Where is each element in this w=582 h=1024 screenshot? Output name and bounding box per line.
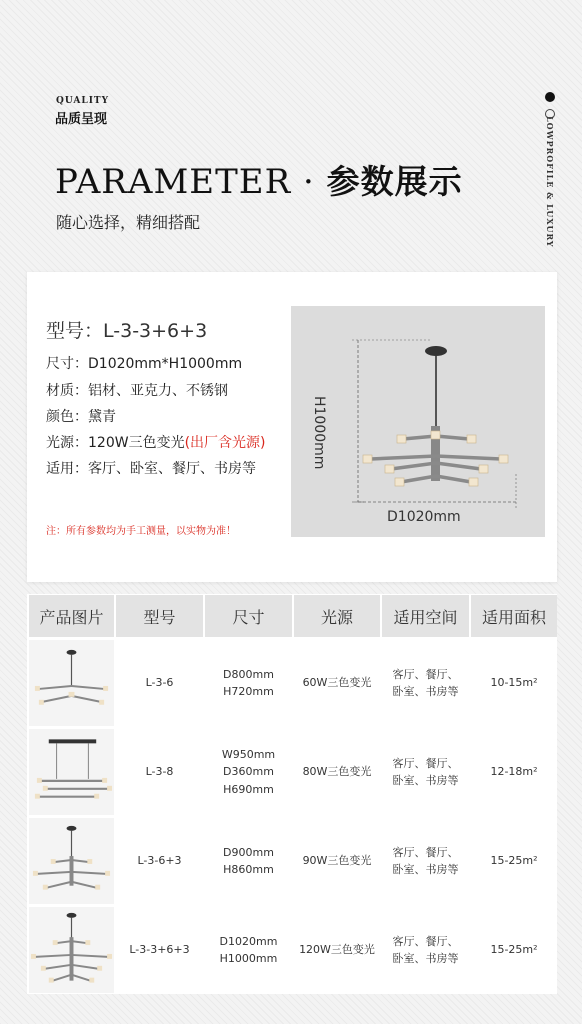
- chandelier-3-tier-icon: [29, 818, 114, 904]
- table-row-area: 15-25m²: [471, 818, 557, 904]
- table-row-size: [205, 907, 292, 993]
- table-row-image: [29, 818, 114, 904]
- page-title: [55, 156, 463, 203]
- header-section: [0, 0, 582, 262]
- size-line: W950mm: [221, 748, 276, 762]
- chandelier-2-tier-icon: [29, 640, 114, 726]
- spec-model: 型号：L-3-3+6+3: [46, 320, 208, 342]
- dimension-width-label: D1020mm: [387, 509, 461, 525]
- spec-label: 适用：: [46, 461, 88, 477]
- table-row-area: 10-15m²: [471, 640, 557, 726]
- spec-row-material: [46, 380, 228, 400]
- measurement-note: 注：所有参数均为手工测量，以实物为准！: [46, 526, 236, 537]
- table-row-space: [382, 729, 469, 815]
- space-line: 客厅、餐厅、: [392, 756, 459, 770]
- table-row-area: 15-25m²: [471, 907, 557, 993]
- spec-value: 黛青: [88, 409, 116, 425]
- table-row-image: [29, 640, 114, 726]
- size-line: H860mm: [223, 863, 274, 876]
- spec-label: 尺寸：: [46, 356, 88, 372]
- table-row-image: [29, 729, 114, 815]
- size-line: D1020mm: [219, 934, 278, 948]
- chandelier-dimension-icon: [291, 306, 545, 537]
- table-row-space: [382, 640, 469, 726]
- table-row-light: 60W三色变光: [294, 640, 380, 726]
- size-line: H720mm: [223, 685, 274, 698]
- spec-light-note: (出厂含光源): [184, 435, 266, 451]
- table-header-size: 尺寸: [205, 595, 292, 637]
- product-dimension-image: [291, 306, 545, 537]
- side-slogan: [536, 116, 564, 248]
- table-header-light: 光源: [294, 595, 380, 637]
- spec-label: 材质：: [46, 383, 88, 399]
- chandelier-4-tier-icon: [29, 907, 114, 993]
- spec-value: 120W三色变光: [88, 435, 185, 451]
- table-row-model: L-3-8: [116, 729, 203, 815]
- linear-chandelier-icon: [29, 729, 114, 815]
- table-row-size: [205, 640, 292, 726]
- table-header-image: 产品图片: [29, 595, 114, 637]
- spec-value: 客厅、卧室、餐厅、书房等: [88, 461, 256, 477]
- size-line: H1000mm: [219, 952, 278, 965]
- spec-label: 光源：: [46, 435, 88, 451]
- spec-row-usage: [46, 458, 256, 478]
- size-line: D900mm: [223, 845, 274, 859]
- table-row-light: 80W三色变光: [294, 729, 380, 815]
- page-subtitle: 随心选择，精细搭配: [56, 213, 201, 232]
- pager-dot-active: [545, 92, 555, 102]
- size-line: H690mm: [223, 782, 274, 796]
- space-line: 客厅、餐厅、: [392, 845, 459, 859]
- brand-chinese: 品质呈现: [55, 112, 108, 127]
- side-slogan-text: LOWPROFILE & LUXURY: [545, 116, 555, 248]
- table-row-size: [205, 818, 292, 904]
- spec-card: [27, 272, 557, 582]
- product-table: [27, 594, 557, 994]
- table-row-model: L-3-3+6+3: [116, 907, 203, 993]
- title-english: PARAMETER: [55, 162, 292, 202]
- table-row-area: 12-18m²: [471, 729, 557, 815]
- dimension-height-label: H1000mm: [311, 396, 327, 470]
- space-line: 卧室、书房等: [392, 952, 459, 965]
- table-row-light: 90W三色变光: [294, 818, 380, 904]
- space-line: 客厅、餐厅、: [392, 934, 459, 948]
- table-header-area: 适用面积: [471, 595, 557, 637]
- space-line: 卧室、书房等: [392, 863, 459, 876]
- spec-row-color: [46, 406, 116, 426]
- table-row-space: [382, 907, 469, 993]
- title-chinese: 参数展示: [326, 162, 463, 201]
- spec-row-light: [46, 432, 266, 452]
- spec-value: D1020mm*H1000mm: [88, 356, 243, 372]
- table-header-space: 适用空间: [382, 595, 469, 637]
- table-header-model: 型号: [116, 595, 203, 637]
- space-line: 卧室、书房等: [392, 774, 459, 787]
- spec-value: 铝材、亚克力、不锈钢: [88, 383, 228, 399]
- size-line: D800mm: [223, 667, 274, 681]
- brand-english: QUALITY: [56, 96, 110, 106]
- table-row-size: [205, 729, 292, 815]
- table-row-space: [382, 818, 469, 904]
- table-row-model: L-3-6: [116, 640, 203, 726]
- spec-label: 颜色：: [46, 409, 88, 425]
- size-line: D360mm: [223, 765, 274, 779]
- table-row-light: 120W三色变光: [294, 907, 380, 993]
- space-line: 客厅、餐厅、: [392, 667, 459, 681]
- spec-row-size: [46, 353, 242, 373]
- table-row-model: L-3-6+3: [116, 818, 203, 904]
- title-separator: ·: [303, 162, 315, 202]
- table-row-image: [29, 907, 114, 993]
- space-line: 卧室、书房等: [392, 685, 459, 698]
